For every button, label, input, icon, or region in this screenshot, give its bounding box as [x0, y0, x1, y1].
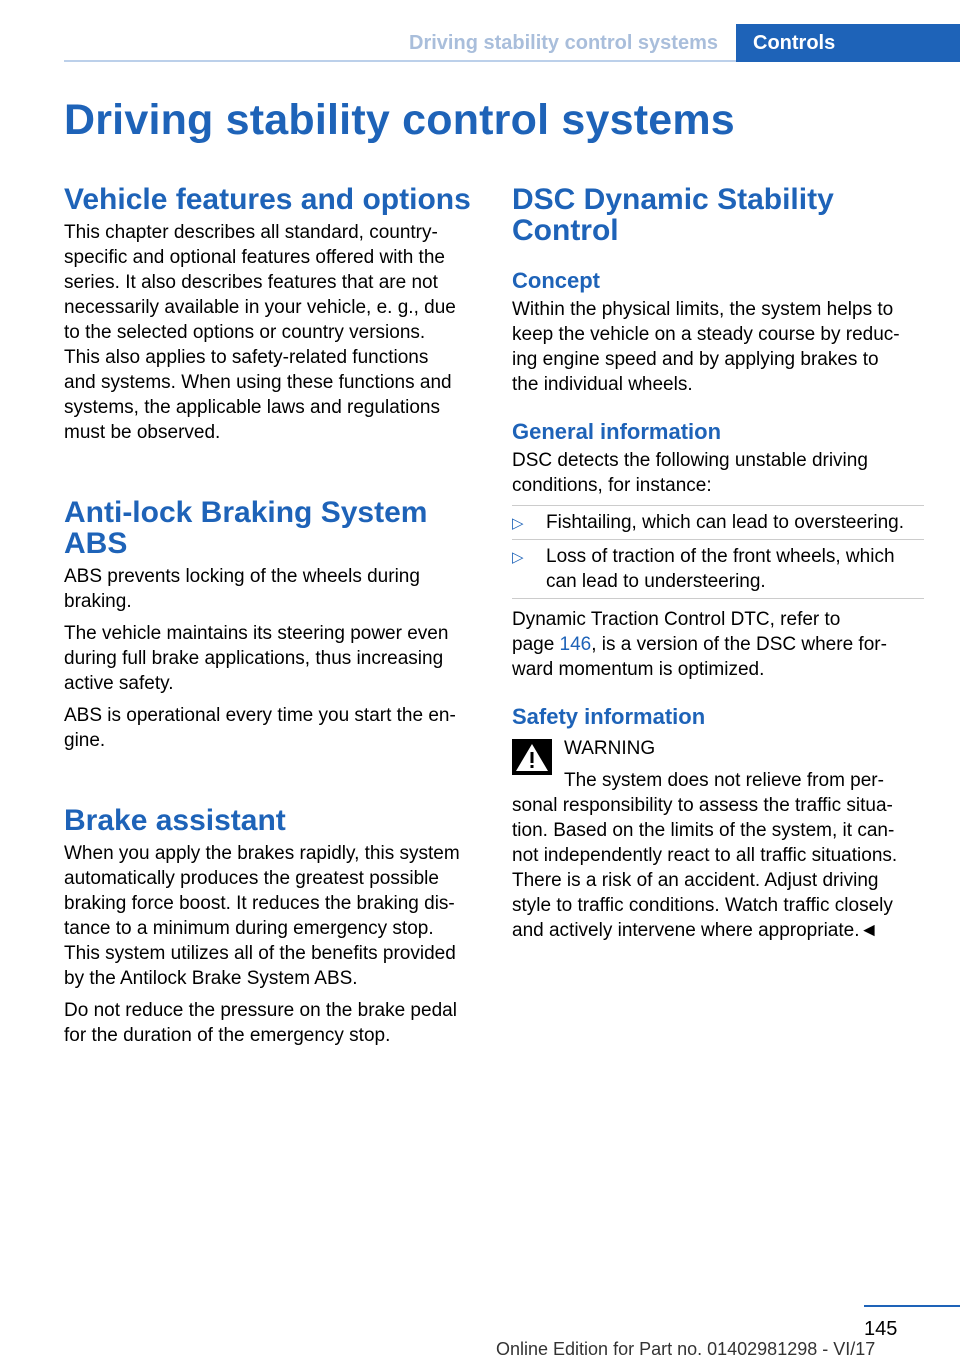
footer-edition: Online Edition for Part no. 01402981298 - VI/17	[496, 1339, 876, 1359]
condition-list	[512, 505, 924, 599]
heading-brake-assistant: Brake assistant	[64, 804, 286, 837]
left-column	[64, 184, 482, 1055]
warning-text: The system does not relieve from per- sonal responsibility to assess the traffic situa- tion. Based on the limits of the system, it can- not independently react to all traffic situations. There is a risk of an accident. Adjust driving style to traffic conditions. Watch traffic closely and actively intervene where appropriate.◄	[512, 770, 898, 941]
vehicle-features-text: This chapter describes all standard, country- specific and optional features offered with the series. It also describes features that are not necessarily available in your vehicle, e. g., due to the selected options or country versions. This also applies to safety-related functions and systems. When using these functions and systems, the applicable laws and regulations must be observed.	[64, 222, 456, 443]
section-general-information	[512, 419, 924, 682]
brake-assistant-paragraph-1: When you apply the brakes rapidly, this system automatically produces the greatest possible braking force boost. It reduces the braking dis- tance to a minimum during emergency stop. This system utilizes all of the benefits provided by the Antilock Brake System ABS.	[64, 843, 460, 989]
brake-assistant-paragraph-2: Do not reduce the pressure on the brake pedal for the duration of the emergency stop.	[64, 1000, 457, 1046]
section-vehicle-features	[64, 184, 482, 445]
concept-text: Within the physical limits, the system helps to keep the vehicle on a steady course by reduc- ing engine speed and by applying brakes to the individual wheels.	[512, 299, 900, 395]
abs-paragraph-1: ABS prevents locking of the wheels during braking.	[64, 566, 420, 612]
abs-paragraph-3: ABS is operational every time you start the en- gine.	[64, 705, 456, 751]
triangle-bullet-icon: ▷	[512, 515, 524, 532]
section-dsc	[512, 184, 924, 246]
list-item: ▷ Fishtailing, which can lead to oversteering.	[512, 506, 924, 540]
page-number: 145	[864, 1318, 898, 1340]
heading-safety-information: Safety information	[512, 704, 706, 729]
section-concept	[512, 268, 924, 397]
dtc-reference-text: Dynamic Traction Control DTC, refer to page 146, is a version of the DSC where for- ward momentum is optimized.	[512, 609, 887, 680]
heading-dsc: DSC Dynamic Stability Control	[512, 183, 834, 247]
footer-rule	[864, 1305, 960, 1307]
chapter-tab[interactable]: Controls	[736, 24, 960, 62]
abs-paragraph-2: The vehicle maintains its steering power even during full brake applications, thus increasing active safety.	[64, 623, 449, 694]
section-abs	[64, 497, 482, 753]
heading-vehicle-features: Vehicle features and options	[64, 183, 471, 216]
warning-triangle-icon	[512, 739, 552, 775]
list-item: ▷ Loss of traction of the front wheels, which can lead to understeering.	[512, 540, 924, 599]
warning-label: WARNING	[564, 738, 656, 759]
section-safety-information	[512, 704, 924, 943]
triangle-bullet-icon: ▷	[512, 549, 524, 566]
heading-concept: Concept	[512, 268, 600, 293]
heading-general-information: General information	[512, 419, 722, 444]
section-brake-assistant	[64, 805, 482, 1048]
page-title: Driving stability control systems	[64, 96, 735, 144]
general-information-intro: DSC detects the following unstable driving conditions, for instance:	[512, 450, 868, 496]
header-section-title: Driving stability control systems	[409, 32, 718, 54]
right-column	[512, 184, 924, 943]
warning-box	[512, 736, 924, 943]
page-146-link[interactable]: 146	[559, 634, 592, 655]
heading-abs: Anti-lock Braking System ABS	[64, 496, 428, 560]
